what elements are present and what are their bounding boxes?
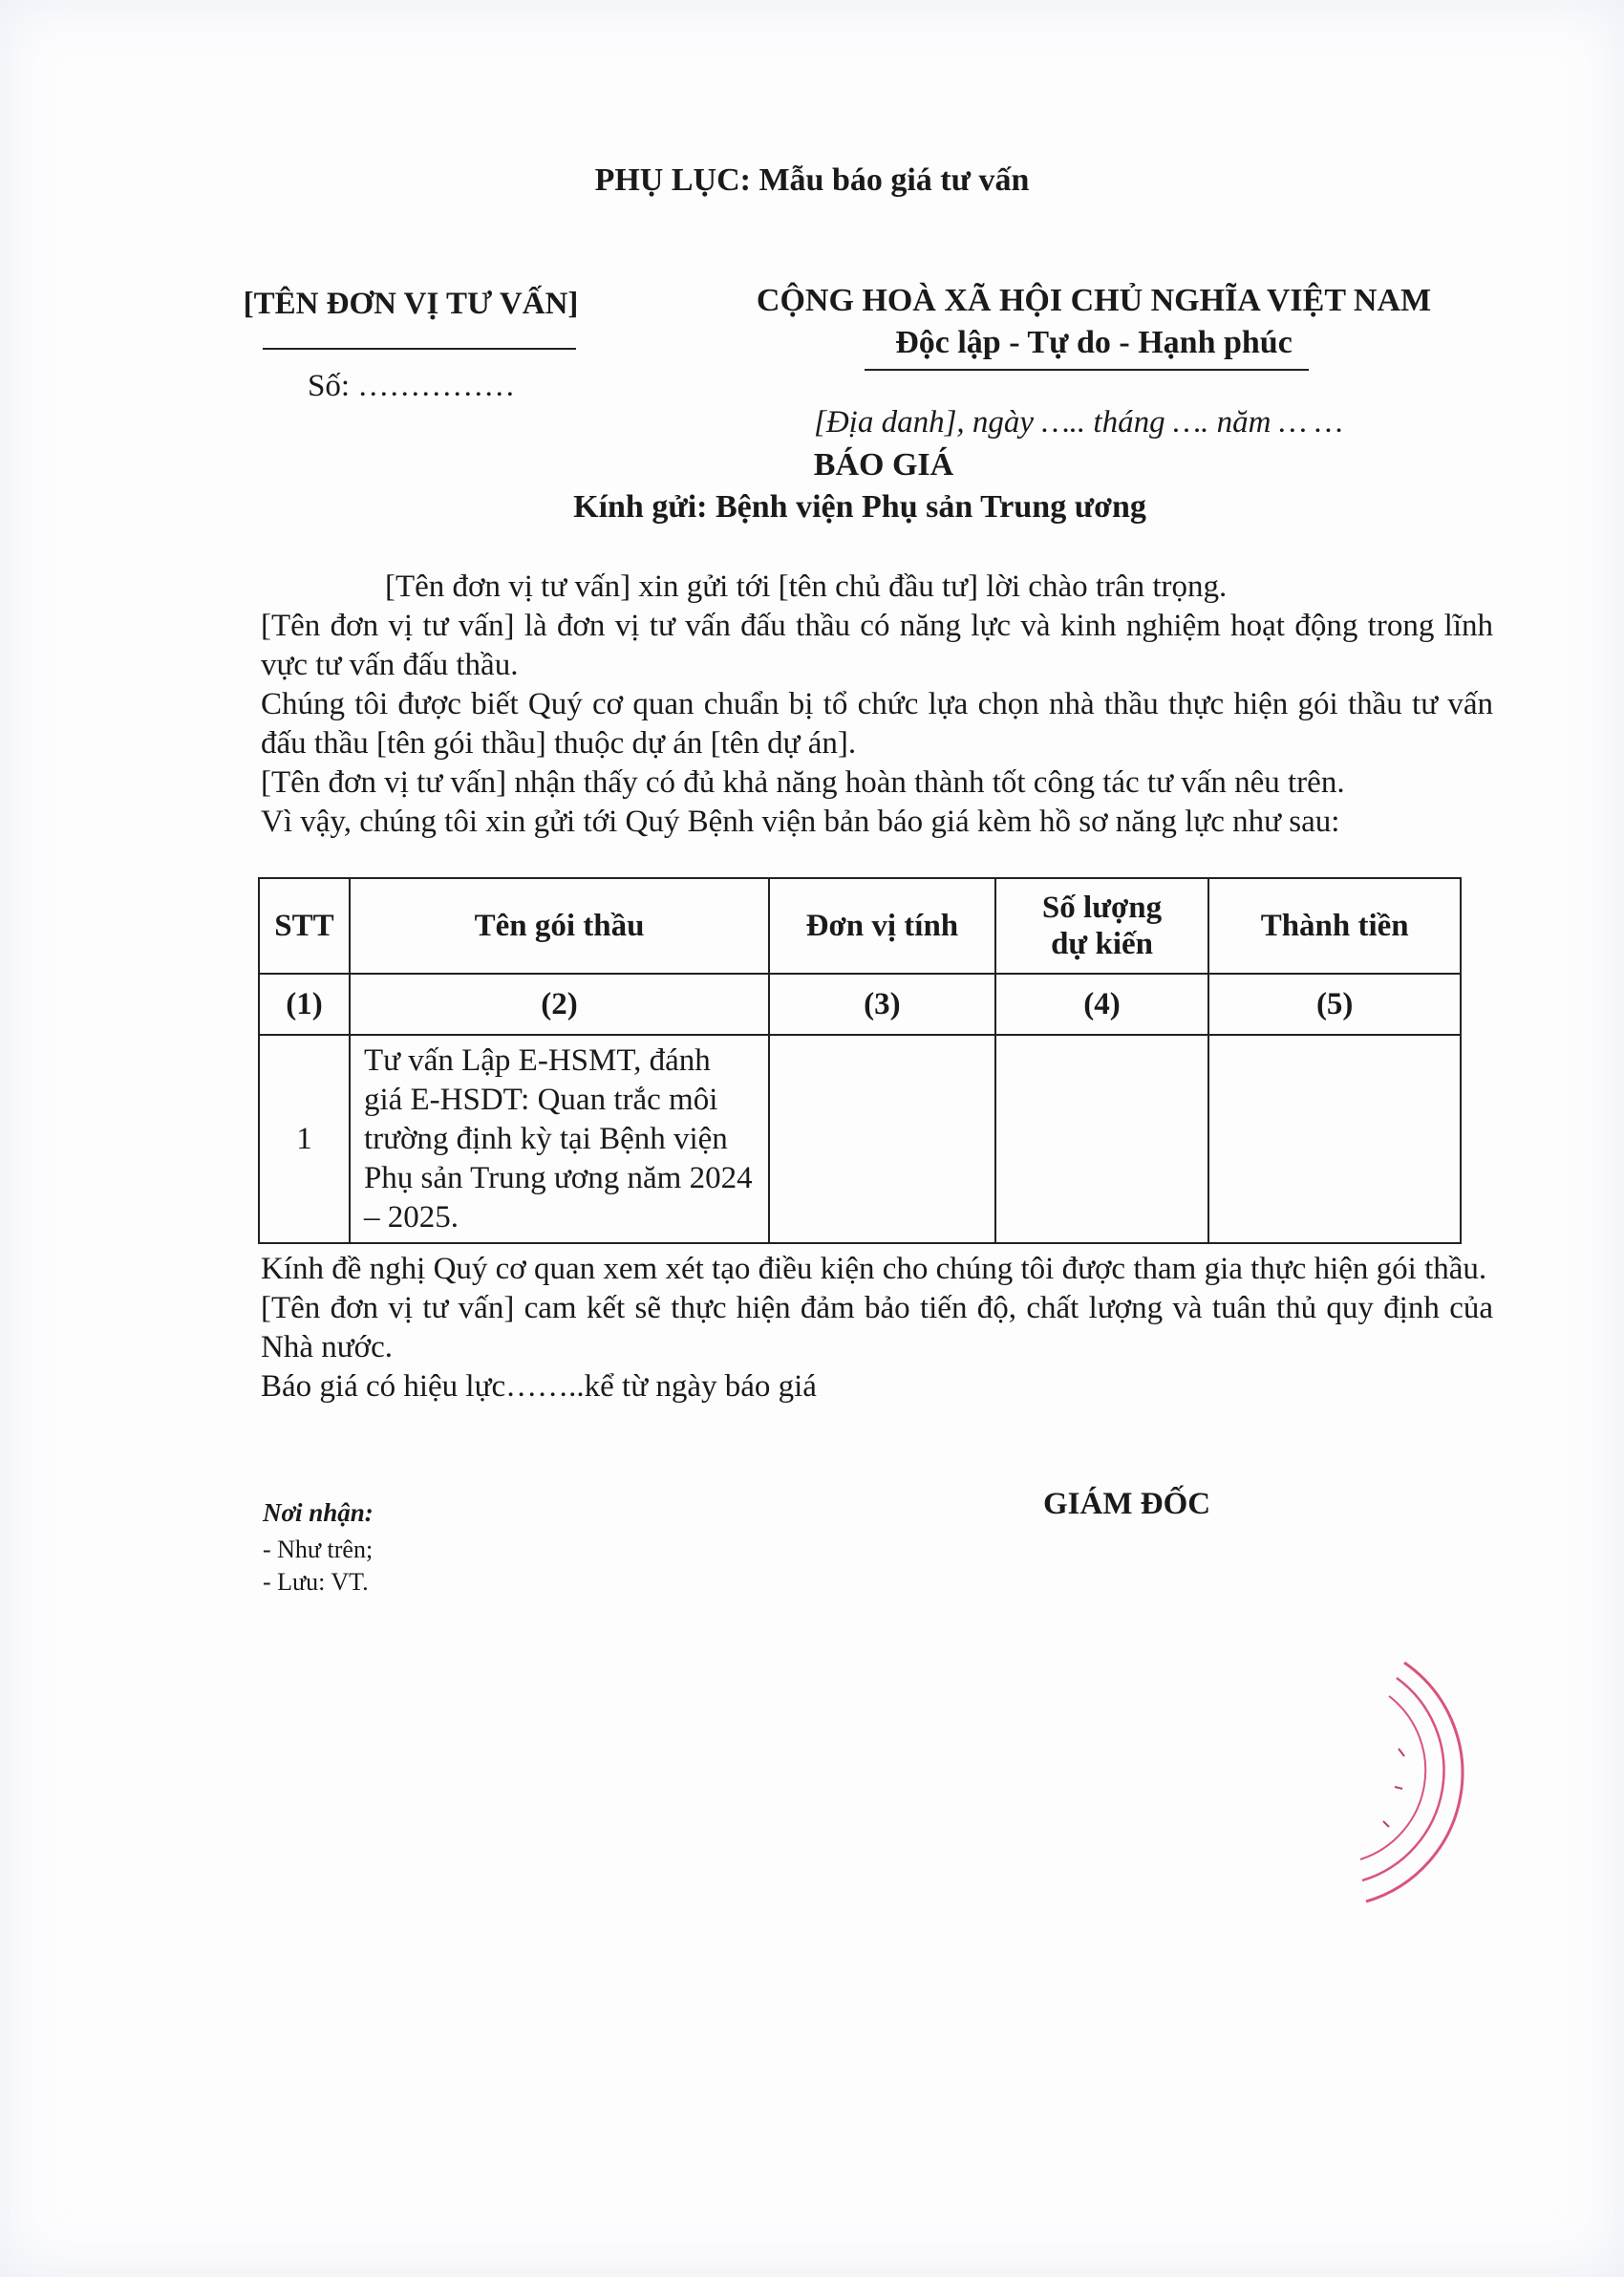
closing-text	[261, 1250, 1493, 1407]
body-paragraph-offer: Vì vậy, chúng tôi xin gửi tới Quý Bệnh viện bản báo giá kèm hồ sơ năng lực như sau:	[261, 805, 1340, 839]
closing-paragraph-request: Kính đề nghị Quý cơ quan xem xét tạo điều kiện cho chúng tôi được tham gia thực hiện gói thầu.	[261, 1252, 1487, 1286]
body-paragraph-greeting: [Tên đơn vị tư vấn] xin gửi tới [tên chủ đầu tư] lời chào trân trọng.	[385, 569, 1228, 604]
index-cell: (2)	[350, 974, 769, 1035]
index-cell: (5)	[1208, 974, 1461, 1035]
national-heading: CỘNG HOÀ XÃ HỘI CHỦ NGHĨA VIỆT NAM	[756, 283, 1432, 318]
appendix-title-text: : Mẫu báo giá tư vấn	[739, 162, 1030, 198]
document-number: Số: ……………	[308, 369, 516, 403]
national-motto: Độc lập - Tự do - Hạnh phúc	[895, 325, 1293, 360]
signer-title: GIÁM ĐỐC	[1043, 1487, 1211, 1521]
body-text	[261, 568, 1493, 842]
table-row	[259, 1035, 1461, 1243]
appendix-title	[0, 162, 1624, 199]
cell-quantity	[995, 1035, 1209, 1243]
recipient-item: - Như trên;	[263, 1536, 374, 1563]
column-header-quantity	[995, 878, 1209, 974]
body-paragraph-capability: [Tên đơn vị tư vấn] là đơn vị tư vấn đấu thầu có năng lực và kinh nghiệm hoạt động trong lĩnh vực tư vấn đấu thầu.	[261, 609, 1493, 682]
index-cell: (3)	[769, 974, 995, 1035]
consulting-unit-name: [TÊN ĐƠN VỊ TƯ VẤN]	[243, 287, 579, 321]
body-paragraph-ability: [Tên đơn vị tư vấn] nhận thấy có đủ khả năng hoàn thành tốt công tác tư vấn nêu trên.	[261, 765, 1345, 800]
column-header-quantity-line2: dự kiến	[1051, 927, 1153, 961]
body-paragraph-context: Chúng tôi được biết Quý cơ quan chuẩn bị tổ chức lựa chọn nhà thầu thực hiện gói thầu tư vấn đấu thầu [tên gói thầu] thuộc dự án [tên dự án].	[261, 687, 1493, 761]
place-date-line: [Địa danh], ngày ….. tháng …. năm … …	[814, 405, 1343, 440]
red-seal-stamp	[1318, 1643, 1471, 1911]
column-header-package: Tên gói thầu	[350, 878, 769, 974]
recipients-label: Nơi nhận:	[263, 1498, 374, 1527]
appendix-label: PHỤ LỤC	[594, 162, 740, 198]
column-header-amount: Thành tiền	[1208, 878, 1461, 974]
closing-paragraph-commitment: [Tên đơn vị tư vấn] cam kết sẽ thực hiện đảm bảo tiến độ, chất lượng và tuân thủ quy định của Nhà nước.	[261, 1291, 1493, 1364]
quotation-title: BÁO GIÁ	[813, 447, 954, 483]
table-index-row	[259, 974, 1461, 1035]
index-cell: (4)	[995, 974, 1209, 1035]
column-header-stt: STT	[259, 878, 350, 974]
column-header-unit: Đơn vị tính	[769, 878, 995, 974]
recipient-item: - Lưu: VT.	[263, 1568, 369, 1596]
cell-amount	[1208, 1035, 1461, 1243]
closing-paragraph-validity: Báo giá có hiệu lực……..kể từ ngày báo giá	[261, 1369, 817, 1404]
quotation-table	[258, 877, 1462, 1244]
motto-underline	[865, 369, 1309, 371]
column-header-quantity-line1: Số lượng	[1041, 891, 1163, 925]
recipient-line: Kính gửi: Bệnh viện Phụ sản Trung ương	[573, 489, 1146, 525]
cell-unit	[769, 1035, 995, 1243]
index-cell: (1)	[259, 974, 350, 1035]
cell-package-name: Tư vấn Lập E-HSMT, đánh giá E-HSDT: Quan trắc môi trường định kỳ tại Bệnh viện Phụ sản Trung ương năm 2024 – 2025.	[350, 1035, 769, 1243]
table-header-row	[259, 878, 1461, 974]
cell-stt: 1	[259, 1035, 350, 1243]
unit-name-underline	[263, 348, 576, 350]
